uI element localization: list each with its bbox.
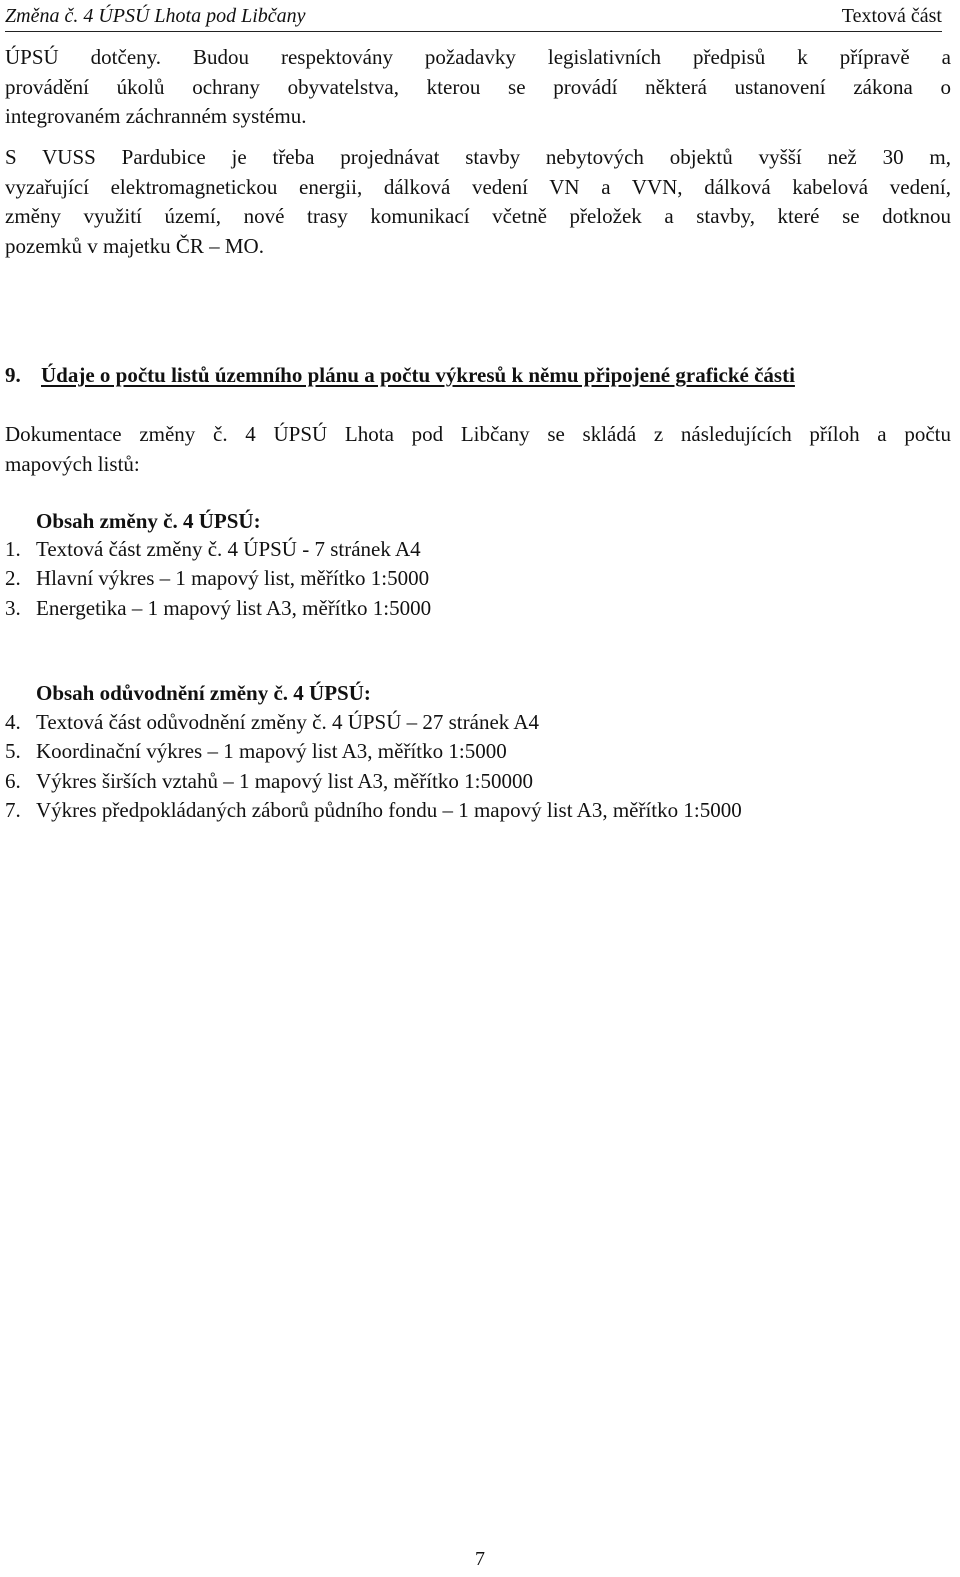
list-item: 1. Textová část změny č. 4 ÚPSÚ - 7 stránek A4 xyxy=(5,537,421,561)
contents-list xyxy=(5,535,431,623)
paragraph-line: změny využití území, nové trasy komunikací včetně přeložek a stavby, které se dotknou xyxy=(5,204,951,228)
contents-heading: Obsah změny č. 4 ÚPSÚ: xyxy=(36,509,261,533)
justification-heading: Obsah odůvodnění změny č. 4 ÚPSÚ: xyxy=(36,681,371,705)
page-number: 7 xyxy=(475,1548,485,1570)
paragraph-line: S VUSS Pardubice je třeba projednávat stavby nebytových objektů vyšší než 30 m, xyxy=(5,145,951,169)
section-number: 9. xyxy=(5,363,21,387)
paragraph-line: pozemků v majetku ČR – MO. xyxy=(5,233,264,258)
list-item: 5. Koordinační výkres – 1 mapový list A3, měřítko 1:5000 xyxy=(5,739,507,764)
paragraph-line: mapových listů: xyxy=(5,451,140,476)
section-heading-9 xyxy=(5,361,795,390)
paragraph-line: vyzařující elektromagnetickou energii, dálková vedení VN a VVN, dálková kabelová vedení, xyxy=(5,174,951,199)
header-section-label: Textová část xyxy=(841,5,942,27)
list-item: 7. Výkres předpokládaných záborů půdního fondu – 1 mapový list A3, měřítko 1:5000 xyxy=(5,797,742,822)
list-item: 4. Textová část odůvodnění změny č. 4 ÚPSÚ – 27 stránek A4 xyxy=(5,710,540,734)
paragraph-line: integrovaném záchranném systému. xyxy=(5,104,307,128)
list-item: 6. Výkres širších vztahů – 1 mapový list A3, měřítko 1:50000 xyxy=(5,768,533,793)
paragraph-documentation xyxy=(5,420,951,479)
section-title: Údaje o počtu listů územního plánu a počtu výkresů k němu připojené grafické části xyxy=(41,363,795,387)
paragraph-line: ÚPSÚ dotčeny. Budou respektovány požadavky legislativních předpisů k přípravě a xyxy=(5,45,951,69)
list-item: 2. Hlavní výkres – 1 mapový list, měřítko 1:5000 xyxy=(5,566,430,591)
justification-list xyxy=(5,708,742,825)
paragraph-line: provádění úkolů ochrany obyvatelstva, kterou se provádí některá ustanovení zákona o xyxy=(5,74,951,99)
page-header xyxy=(5,2,942,32)
list-item: 3. Energetika – 1 mapový list A3, měřítko 1:5000 xyxy=(5,595,432,620)
header-document-title: Změna č. 4 ÚPSÚ Lhota pod Libčany xyxy=(5,5,306,27)
paragraph-civil-protection xyxy=(5,43,951,132)
paragraph-vuss-pardubice xyxy=(5,143,951,261)
header-divider xyxy=(5,31,942,32)
paragraph-line: Dokumentace změny č. 4 ÚPSÚ Lhota pod Libčany se skládá z následujících příloh a počtu xyxy=(5,422,951,446)
